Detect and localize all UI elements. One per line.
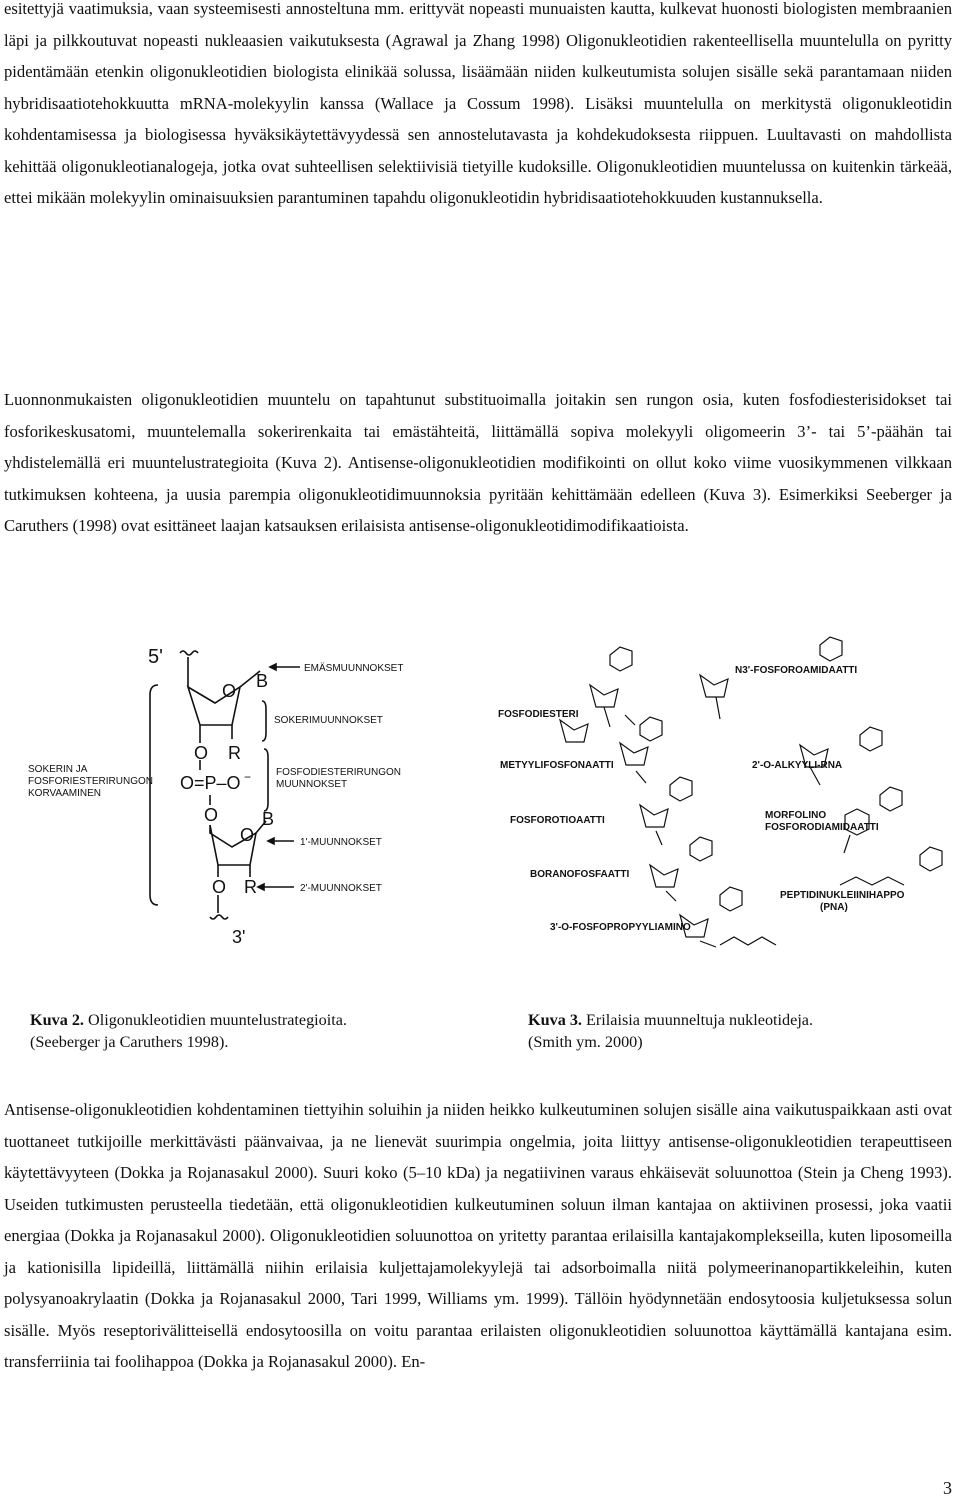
- label-fosforotioaatti: FOSFOROTIOAATTI: [510, 815, 605, 826]
- caption-figure-2: [30, 1009, 347, 1053]
- base-ring: [640, 717, 662, 741]
- label-emasmuunnokset: EMÄSMUUNNOKSET: [304, 663, 404, 674]
- label-o2: O: [194, 743, 209, 763]
- label-2-muunnokset: 2'-MUUNNOKSET: [300, 883, 382, 894]
- caption-figure-3: [528, 1009, 813, 1053]
- paragraph-1: esitettyjä vaatimuksia, vaan systeemisesti annosteltuna mm. erittyvät nopeasti munuaisten kautta, kulkevat huonosti biologisten membraanien läpi ja pilkkoutuvat nopeasti nukleaasien vaikutuksesta (Agrawal ja Zhang 1998) Oligonukleotidien rakenteellisella muuntelulla on pyritty pidentämään etenkin oligonukleotidien biologista elinikää solussa, lisäämään niiden kulkeutumista solujen sisälle sekä parantamaan niiden hybridisaatiotehokkuutta mRNA-molekyylin kanssa (Wallace ja Cossum 1998). Lisäksi muuntelulla on merkitystä oligonukleotidin kohdentamisessa ja biologisessa hyväksikäytettävyydessä sen annostelutavasta ja kohdekudoksesta riippuen. Luultavasti on mahdollista kehittää oligonukleotianalogeja, jotka ovat suhteellisen selektiivisiä tietyille kudoksille. Oligonukleotidien muuntelussa on kuitenkin tärkeää, ettei mikään molekyylin ominaisuuksien parantuminen tapahdu oligonukleotidin hybridisaatiotehokkuuden kustannuksella.: [4, 0, 952, 207]
- label-minus: −: [244, 770, 252, 784]
- base-ring: [820, 637, 842, 661]
- sugar-ring: [640, 805, 668, 827]
- sugar-ring: [590, 685, 618, 707]
- label-fosforodiamidaatti: FOSFORODIAMIDAATTI: [765, 822, 879, 833]
- bracket-left: [150, 685, 158, 905]
- figures-svg: [0, 625, 960, 965]
- label-sokerimuunnokset: SOKERIMUUNNOKSET: [274, 715, 383, 726]
- label-3-prime: 3': [232, 927, 246, 947]
- arrowhead: [258, 884, 264, 890]
- sugar-ring: [560, 720, 588, 742]
- sugar-ring: [650, 865, 678, 887]
- base-ring: [720, 887, 742, 911]
- label-n3-fosforoamidaatti: N3'-FOSFOROAMIDAATTI: [735, 665, 858, 676]
- figure-3-labels: [498, 665, 905, 933]
- base-ring: [880, 787, 902, 811]
- label-morfolino: MORFOLINO: [765, 810, 827, 821]
- base-ring: [690, 837, 712, 861]
- caption-2-text: Oligonukleotidien muuntelustrategioita.: [83, 1011, 347, 1029]
- label-boranofosfaatti: BORANOFOSFAATTI: [530, 869, 630, 880]
- label-korvaaminen: KORVAAMINEN: [28, 788, 101, 799]
- page-number: 3: [943, 1478, 952, 1498]
- caption-3-text: Erilaisia muunneltuja nukleotideja.: [581, 1011, 814, 1029]
- base-ring: [670, 777, 692, 801]
- caption-2-label: Kuva 2.: [30, 1011, 84, 1029]
- label-fosforiesterirungon: FOSFORIESTERIRUNGON: [28, 776, 154, 787]
- sugar-ring: [620, 743, 648, 765]
- base-ring: [920, 847, 942, 871]
- paragraph-2: Luonnonmukaisten oligonukleotidien muuntelu on tapahtunut substituoimalla joitakin sen rungon osia, kuten fosfodiesterisidokset tai fosforikeskusatomi, muuntelemalla sokerirenkaita tai emästähteitä, liittämällä sopiva molekyyli oligomeerin 3’- tai 5’-päähän tai yhdistelemällä eri muuntelustrategioita (Kuva 2). Antisense-oligonukleotidien modifikointi on ollut koko viime vuosikymmenen vilkkaan tutkimuksen kohteena, ja uusia parempia oligonukleotidimuunnoksia pyritään kehittämään edelleen (Kuva 3). Esimerkiksi Seeberger ja Caruthers (1998) ovat esittäneet laajan katsauksen erilaisista antisense-oligonukleotidimodifikaatioista.: [4, 390, 952, 535]
- label-o3: O: [204, 805, 219, 825]
- arrowhead: [270, 664, 276, 670]
- caption-3-label: Kuva 3.: [528, 1011, 582, 1029]
- label-sokerin-ja: SOKERIN JA: [28, 764, 88, 775]
- label-fosfodiesteri: FOSFODIESTERI: [498, 709, 579, 720]
- label-o5: O: [212, 877, 227, 897]
- arrowhead: [268, 838, 274, 844]
- label-muunnokset: MUUNNOKSET: [276, 779, 348, 790]
- label-fosfodiesterirungon: FOSFODIESTERIRUNGON: [276, 767, 402, 778]
- figure-2-labels: [28, 646, 403, 947]
- label-o4: O: [240, 825, 255, 845]
- figures: [0, 625, 960, 965]
- squiggle-top: [180, 651, 198, 655]
- caption-2-source: (Seeberger ja Caruthers 1998).: [30, 1033, 229, 1051]
- aminopropyl-chain: [720, 937, 776, 945]
- squiggle-bottom: [210, 915, 228, 919]
- label-pna: (PNA): [820, 902, 848, 913]
- label-r2: R: [244, 877, 257, 897]
- bracket-sugar: [262, 701, 266, 741]
- sugar-ring: [700, 675, 728, 697]
- bracket-phosphate: [264, 749, 268, 811]
- label-2-o-alkyyli-rna: 2'-O-ALKYYLI-RNA: [752, 760, 843, 771]
- pna-backbone: [840, 877, 904, 885]
- label-o1: O: [222, 681, 237, 701]
- label-metyylifosfonaatti: METYYLIFOSFONAATTI: [500, 760, 614, 771]
- label-peptidinukleiinihappo: PEPTIDINUKLEIINIHAPPO: [780, 890, 905, 901]
- base-ring: [610, 647, 632, 671]
- label-fosfopropyyliamino: 3'-O-FOSFOPROPYYLIAMINO: [550, 922, 691, 933]
- label-base-top: B: [256, 671, 269, 691]
- base-ring: [860, 727, 882, 751]
- label-phosphate: O=P–O: [180, 773, 241, 793]
- label-r1: R: [228, 743, 241, 763]
- label-5-prime: 5': [148, 646, 163, 668]
- paragraph-3: Antisense-oligonukleotidien kohdentaminen tiettyihin soluihin ja niiden heikko kulkeutuminen solujen sisälle aina vaikutuspaikkaan asti ovat tuottaneet tutkijoille merkittävästi päänvaivaa, ja ne lienevät suurimpia ongelmia, joita liittyy antisense-oligonukleotidien terapeuttiseen käytettävyyteen (Dokka ja Rojanasakul 2000). Suuri koko (5–10 kDa) ja negatiivinen varaus ehkäisevät soluunottoa (Stein ja Cheng 1993). Useiden tutkimusten perusteella tiedetään, että oligonukleotidien kulkeutuminen soluun ilman kantajaa on aktiivinen prosessi, joka vaatii energiaa (Dokka ja Rojanasakul 2000). Oligonukleotidien soluunottoa on yritetty parantaa erilaisilla kantajakomplekseilla, kuten liposomeilla ja kationisilla lipideillä, liittämällä niihin erilaisia kuljettajamolekyylejä tai adsorboimalla niitä polymeerinanopartikkeleihin, kuten polysyanoakrylaatin (Dokka ja Rojanasakul 2000, Tari 1999, Williams ym. 1999). Tällöin hyödynnetään endosytoosia kuljetuksessa solun sisälle. Myös reseptorivälitteisellä endosytoosilla on voitu parantaa erilaisten oligonukleotidien soluunottoa käyttämällä kantajana esim. transferriinia tai foolihappoa (Dokka ja Rojanasakul 2000). En-: [4, 1100, 952, 1371]
- label-base-bottom: B: [262, 809, 275, 829]
- label-1-muunnokset: 1'-MUUNNOKSET: [300, 837, 382, 848]
- caption-3-source: (Smith ym. 2000): [528, 1033, 643, 1051]
